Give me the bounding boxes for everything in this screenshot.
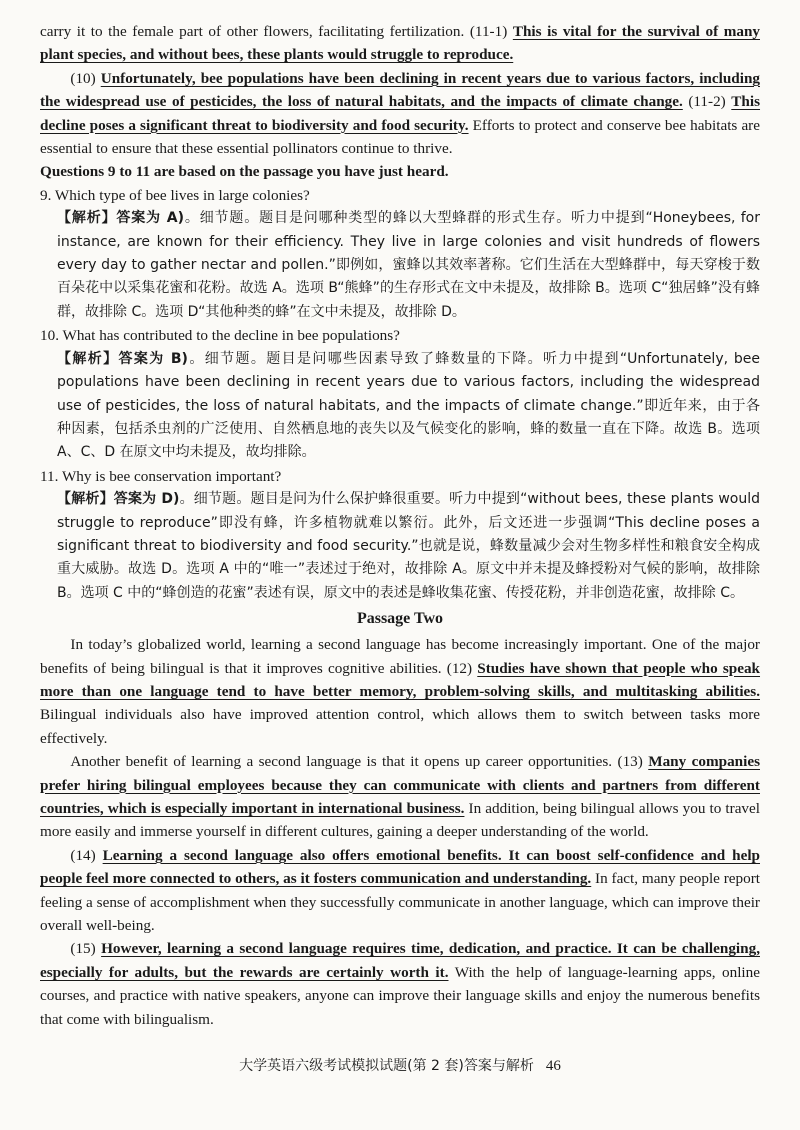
underlined-answer-14: Learning a second language also offers emotional benefits. It can boost self-confidence and help people feel more connected to others, as it fosters communication and understanding. bbox=[40, 846, 760, 888]
question-9: 9. Which type of bee lives in large colonies? bbox=[40, 186, 310, 204]
passage-one-paragraph-10: (10) Unfortunately, bee populations have been declining in recent years due to various factors, including the widespread use of pesticides, the loss of natural habitats, and the impacts of climate change. (11-2) This decline poses a significant threat to biodiversity and food security. Efforts to protect and conserve bee habitats are essential to ensure that these essential pollinators continue to thrive. bbox=[40, 69, 761, 158]
passage-two-paragraph-3: (14) Learning a second language also offers emotional benefits. It can boost self-confidence and help people feel more connected to others, as it fosters communication and understanding. In fact, many people report feeling a sense of accomplishment when they successfully communicate in another language, which can improve their overall well-being. bbox=[40, 846, 760, 935]
analysis-11: 【解析】答案为 D)。细节题。题目是问为什么保护蜂很重要。听力中提到“without bees, these plants would struggle to reproduce”即没有蜂，许多植物就难以繁衍。此外，后文还进一步强调“This decline poses a significant threat to biodiversity and food security.”也就是说，蜂数量减少会对生物多样性和粮食安全构成重大威胁。故选 D。选项 A 中的“唯一”表述过于绝对，故排除 A。原文中并未提及蜂授粉对气候的影响，故排除 B。选项 C 中的“蜂创造的花蜜”表述有误，原文中的表述是蜂收集花蜜、传授花粉，并非创造花蜜，故排除 C。 bbox=[57, 491, 760, 601]
passage-two-paragraph-4: (15) However, learning a second language requires time, dedication, and practice. It can be challenging, especially for adults, but the rewards are certainly worth it. With the help of language-learning apps, online courses, and practice with native speakers, anyone can improve their language skills and enjoy the numerous benefits that come with bilingualism. bbox=[40, 940, 760, 1028]
underlined-answer-15: However, learning a second language requires time, dedication, and practice. It can be challenging, especially for adults, but the rewards are certainly worth it. bbox=[40, 940, 760, 981]
answer-label-10: 【解析】答案为 B) bbox=[57, 350, 188, 367]
passage-two-paragraph-1: In today’s globalized world, learning a second language has become increasingly important. One of the major benefits of being bilingual is that it improves cognitive abilities. (12) Studies have shown that people who speak more than one language tend to have better memory, problem-solving skills, and multitasking abilities. Bilingual individuals also have improved attention control, which allows them to switch between tasks more effectively. bbox=[40, 636, 761, 747]
answer-label-9: 【解析】答案为 A) bbox=[57, 210, 184, 227]
underlined-answer-11-2: This decline poses a significant threat to biodiversity and food security. bbox=[40, 93, 761, 134]
underlined-answer-12: Studies have shown that people who speak more than one language tend to have better memory, problem-solving skills, and multitasking abilities. bbox=[40, 659, 761, 700]
underlined-answer-10: Unfortunately, bee populations have been declining in recent years due to various factors, including the widespread use of pesticides, the loss of natural habitats, and the impacts of climate change. bbox=[40, 69, 760, 111]
question-10: 10. What has contributed to the decline in bee populations? bbox=[40, 327, 400, 345]
passage-two-paragraph-2: Another benefit of learning a second language is that it opens up career opportunities. (13) Many companies prefer hiring bilingual employees because they can communicate with clients and partners from different countries, which is especially important in international business. In addition, being bilingual allows you to travel more easily and immerse yourself in different cultures, gaining a deeper understanding of the world. bbox=[40, 753, 760, 841]
page-number: 46 bbox=[545, 1058, 561, 1074]
page-footer bbox=[0, 1055, 800, 1075]
analysis-10: 【解析】答案为 B)。细节题。题目是问哪些因素导致了蜂数量的下降。听力中提到“Unfortunately, bee populations have been declining in recent years due to various factors, including the widespread use of pesticides, the loss of natural habitats, and the impacts of climate change.”即近年来，由于各种因素，包括杀虫剂的广泛使用、自然栖息地的丧失以及气候变化的影响，蜂的数量一直在下降。故选 B。选项 A、C、D 在原文中均未提及，故均排除。 bbox=[57, 350, 760, 461]
question-11: 11. Why is bee conservation important? bbox=[40, 467, 282, 485]
passage-one-paragraph-end: carry it to the female part of other flowers, facilitating fertilization. (11-1) This is vital for the survival of many plant species, and without bees, these plants would struggle to reproduce. bbox=[40, 23, 760, 64]
questions-heading: Questions 9 to 11 are based on the passage you have just heard. bbox=[40, 163, 449, 181]
answer-label-11: 【解析】答案为 D) bbox=[57, 491, 180, 508]
underlined-answer-13: Many companies prefer hiring bilingual employees because they can communicate with clients and partners from different countries, which is especially important in international business. bbox=[40, 753, 760, 817]
underlined-answer-11-1: This is vital for the survival of many plant species, and without bees, these plants would struggle to reproduce. bbox=[40, 23, 760, 64]
analysis-9: 【解析】答案为 A)。细节题。题目是问哪种类型的蜂以大型蜂群的形式生存。听力中提到“Honeybees, for instance, are known for their efficiency. They live in large colonies and visit hundreds of flowers every day to gather nectar and pollen.”即例如，蜜蜂以其效率著称。它们生活在大型蜂群中，每天穿梭于数百朵花中以采集花蜜和花粉。故选 A。选项 B“熊蜂”的生存形式在文中未提及，故排除 B。选项 C“独居蜂”没有蜂群，故排除 C。选项 D“其他种类的蜂”在文中未提及，故排除 D。 bbox=[57, 210, 760, 320]
passage-two-title: Passage Two bbox=[356, 610, 444, 628]
footer-title: 大学英语六级考试模拟试题(第 2 套)答案与解析 bbox=[239, 1058, 534, 1074]
